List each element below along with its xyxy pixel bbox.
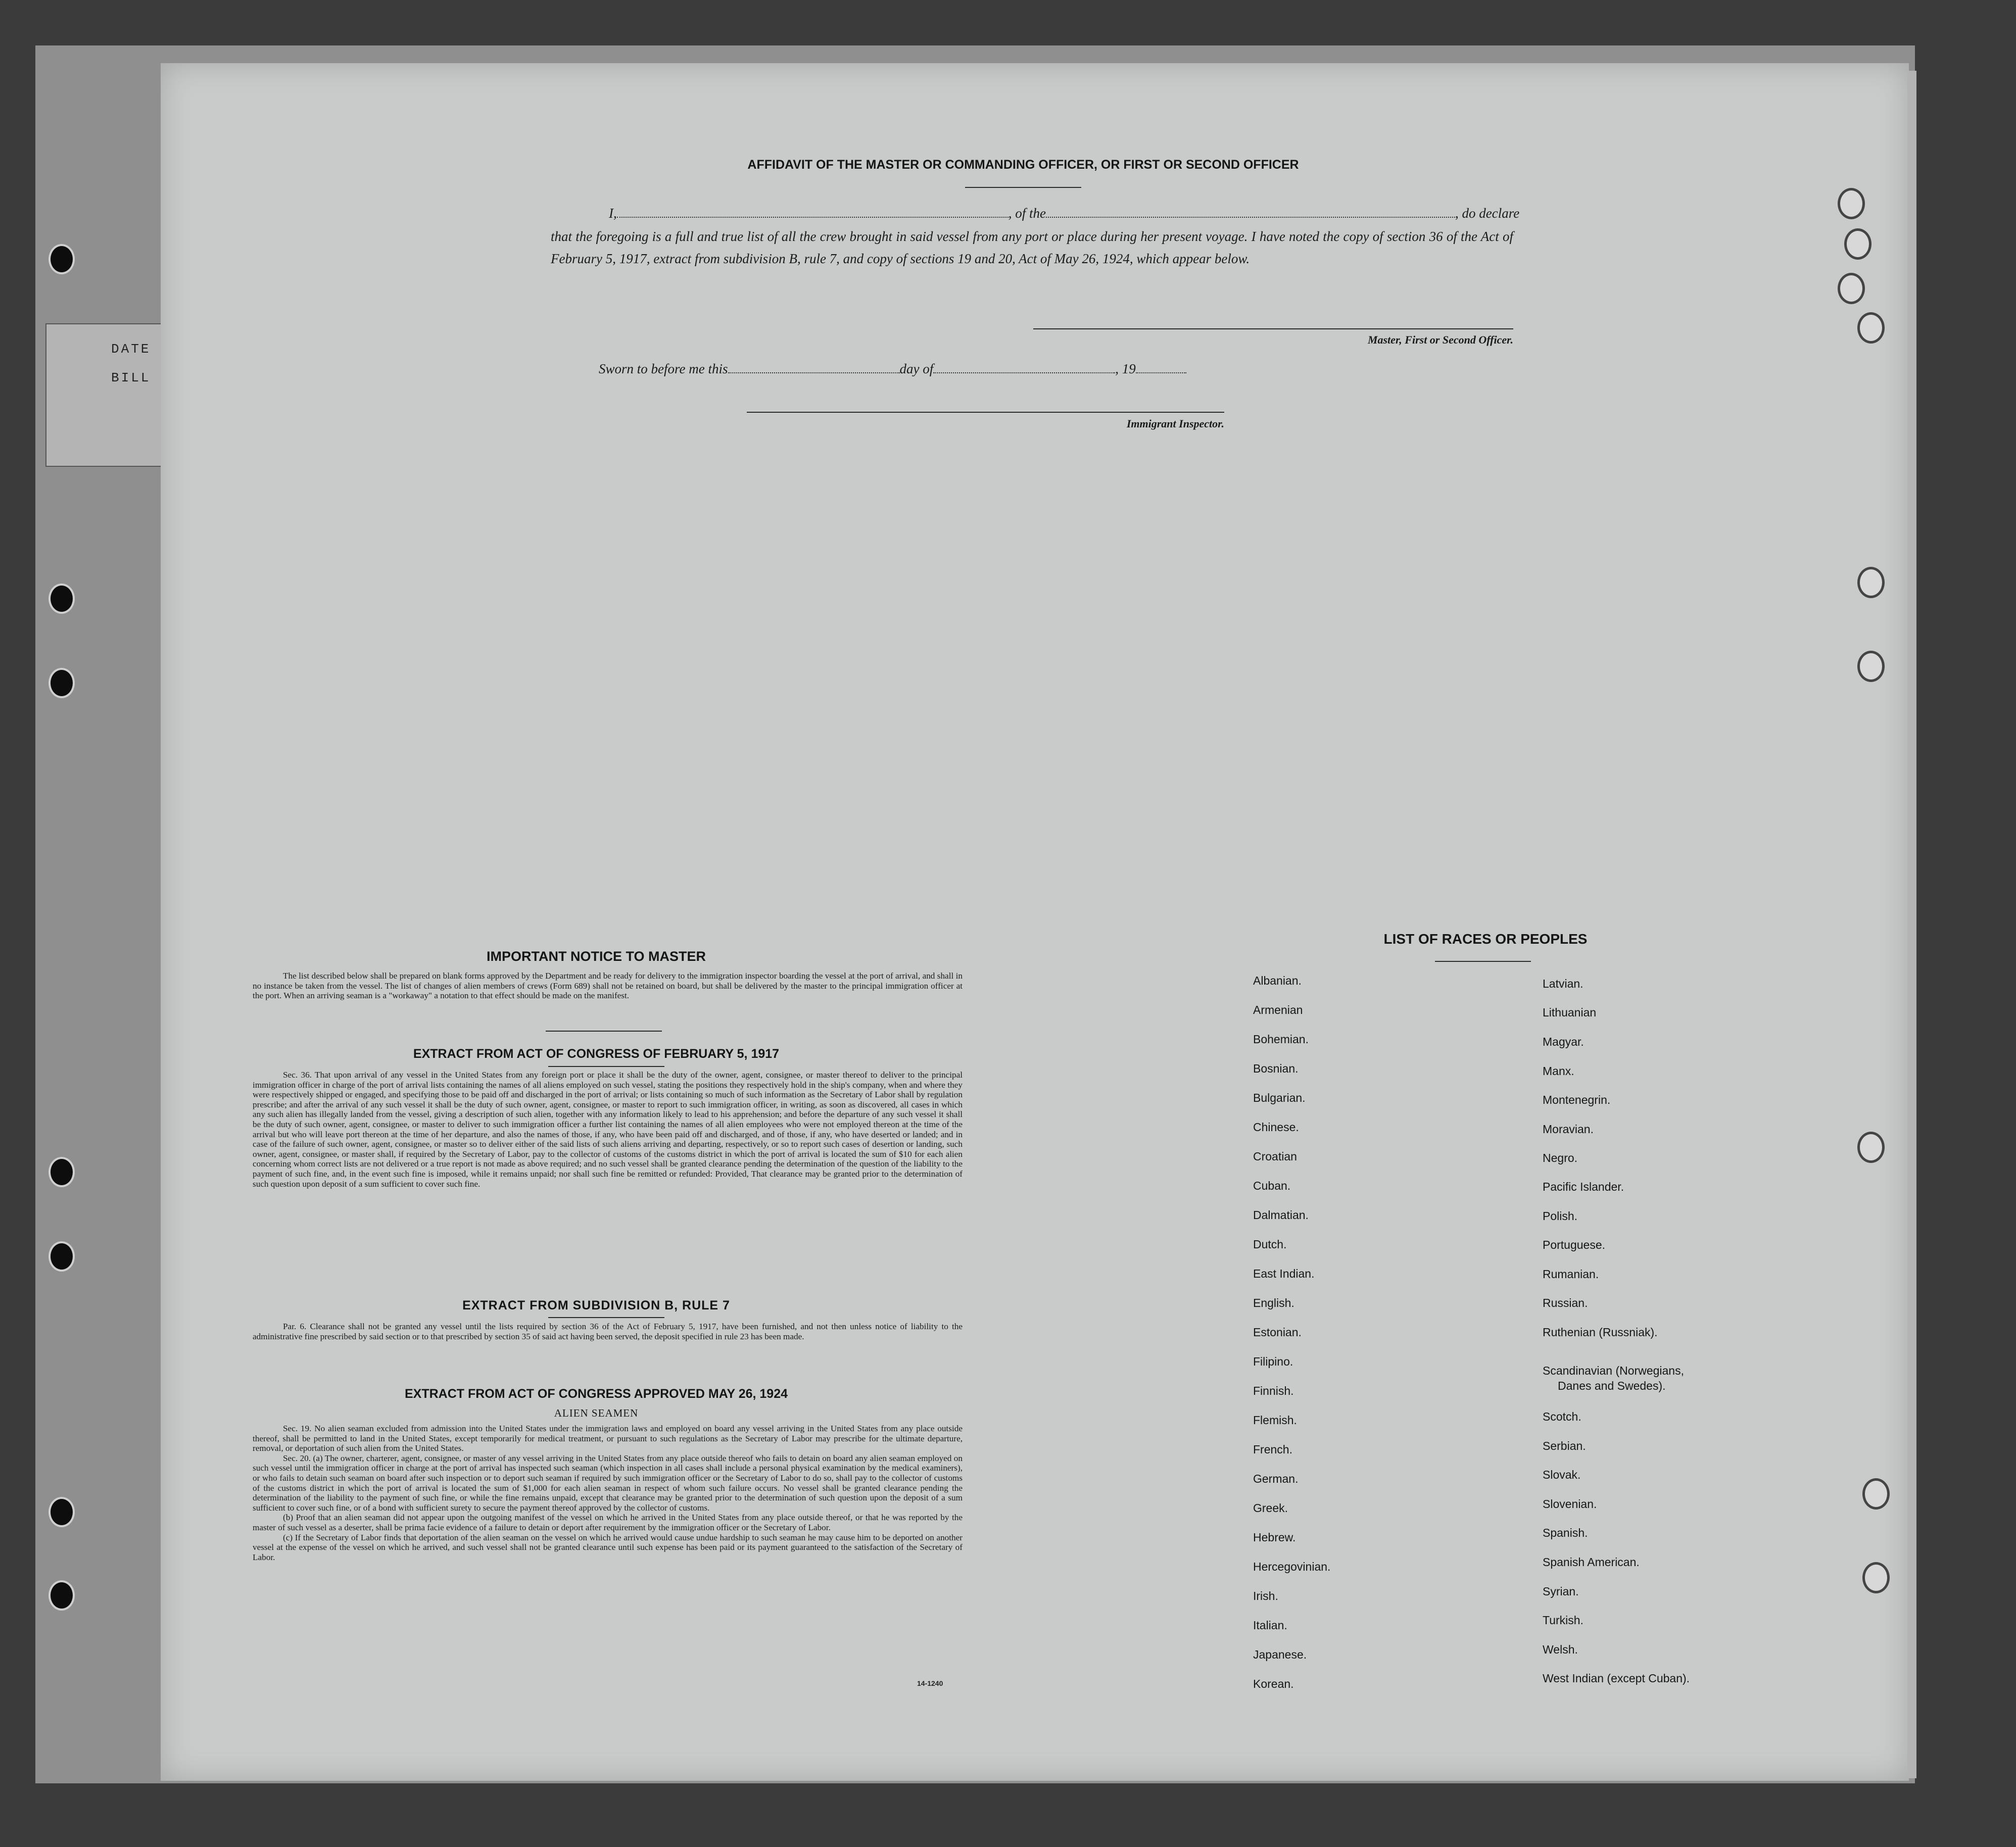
inspector-signature-line [747,412,1224,413]
signature-label: Master, First or Second Officer. [1367,333,1513,346]
race-item: Portuguese. [1543,1238,1606,1251]
sworn-line [599,358,1186,380]
rule7-title: EXTRACT FROM SUBDIVISION B, RULE 7 [462,1298,730,1313]
race-item: German. [1253,1472,1299,1485]
sworn-month-blank [933,372,1115,373]
race-item: Chinese. [1253,1121,1299,1134]
affidavit-of-the-label: , of the [1008,206,1046,221]
sec19-text: Sec. 19. No alien seaman excluded from admission into the United States under the immigration laws and employed on board any vessel arriving in the United States from any place outside thereof, shall be permitted to land in the United States, except temporarily for medical treatment, or pursuant to such regulations as the Secretary of Labor may prescribe for the ultimate departure, removal, or deportation of such alien from the United States. [253,1424,963,1453]
binder-hole-icon [49,1580,75,1611]
affidavit-i-label: I, [609,206,617,221]
affidavit-declare-label: , do declare [1455,206,1520,221]
race-item: Japanese. [1253,1648,1307,1661]
race-item: Filipino. [1253,1355,1293,1368]
race-item: Irish. [1253,1589,1278,1602]
race-item: Dalmatian. [1253,1208,1309,1222]
side-tab-bill: BILL [111,370,151,385]
race-item: Welsh. [1543,1643,1578,1656]
binder-hole-icon [1838,188,1865,219]
race-item: Bulgarian. [1253,1091,1306,1104]
sworn-year-label: , 19 [1115,361,1136,376]
divider [546,1031,662,1032]
alien-seamen-subtitle: ALIEN SEAMEN [554,1407,639,1419]
sec20c-text: (c) If the Secretary of Labor finds that deportation of the alien seaman on the vessel on which he arrived would cause undue hardship to such seaman he may cause him to be deported on another vessel at the expense of the vessel on which he arrived, and such vessel shall not be granted clearance until such expense has been paid or its payment guaranteed to the satisfaction of the Secretary of Labor. [253,1532,963,1562]
race-item: Negro. [1543,1151,1578,1164]
race-item: Rumanian. [1543,1268,1599,1281]
race-item: Spanish. [1543,1526,1588,1539]
race-item: Cuban. [1253,1179,1291,1192]
sworn-day-label: day of [899,361,934,376]
race-item: Scotch. [1543,1410,1581,1423]
race-item: Slovenian. [1543,1497,1597,1511]
notice-text: The list described below shall be prepared on blank forms approved by the Department and be ready for delivery to the immigration inspector boarding the vessel at the port of arrival, and shall in no instance be taken from the vessel. The list of changes of alien members of crews (Form 689) shall not be retained on board, but shall be delivered by the master to the principal immigration officer at the port. When an arriving seaman is a "workaway" a notation to that effect should be made on the manifest. [253,971,963,1001]
extract-1917-text: Sec. 36. That upon arrival of any vessel in the United States from any foreign port or place it shall be the duty of the owner, agent, consignee, or master thereof to deliver to the principal immigration officer in charge of the port of arrival lists containing the names of all aliens employed on such vessel, stating the positions they respectively hold in the ship's company, when and where they were respectively shipped or engaged, and specifying those to be paid off and discharged in the port of arrival; or lists containing so much of such information as the Secretary of Labor shall by regulation prescribe; and after the arrival of any such vessel it shall be the duty of such owner, agent, consignee, or master to report to such immigration officer, in writing, as soon as discovered, all cases in which any such alien has illegally landed from the vessel, giving a description of such alien, together with any information likely to lead to his apprehension; and before the departure of any such vessel it shall be the duty of such owner, agent, consignee, or master to deliver to such immigration officer a further list containing the names of all alien employees who were not employed thereon at the time of the arrival but who will leave port thereon at the time of her departure, and also the names of those, if any, who have been paid off and discharged, and of those, if any, who have deserted or landed; and in case of the failure of such owner, agent, consignee, or master so to deliver either of the said lists of such aliens arriving and departing, respectively, or so to report such cases of desertion or landing, such owner, agent, consignee, or master shall, if required by the Secretary of Labor, pay to the collector of customs of the customs district in which the port of arrival is located the sum of $10 for each alien concerning whom correct lists are not delivered or a true report is not made as above required; and no such vessel shall be granted clearance pending the determination of the question of the liability to the payment of such fine, and, in the event such fine is imposed, while it remains unpaid; nor shall such fine be remitted or refunded: Provided, That clearance may be granted prior to the determination of such question upon deposit of a sum sufficient to cover such fine. [253,1070,963,1189]
race-item: Flemish. [1253,1414,1297,1427]
sec20b-text: (b) Proof that an alien seaman did not appear upon the outgoing manifest of the vessel on which he arrived in the United States from any place outside thereof, or that he was reported by the master of such vessel as a deserter, shall be prima facie evidence of a failure to detain or deport after requirement by the immigration officer or the Secretary of Labor. [253,1513,963,1532]
race-item: Scandinavian (Norwegians, [1543,1364,1684,1377]
race-item: Korean. [1253,1677,1294,1690]
race-item: Syrian. [1543,1585,1579,1598]
binder-hole-icon [49,1157,75,1187]
binder-hole-icon [1844,228,1871,260]
binder-hole-icon [1857,651,1885,682]
binder-hole-icon [49,584,75,614]
binder-hole-icon [1857,567,1885,598]
race-item: Magyar. [1543,1035,1584,1048]
race-item: Bohemian. [1253,1033,1309,1046]
sworn-year-blank [1136,372,1186,373]
divider [1435,961,1531,962]
race-item: Croatian [1253,1150,1297,1163]
race-item: Albanian. [1253,974,1302,987]
race-item: Italian. [1253,1619,1287,1632]
binder-hole-icon [1838,273,1865,304]
race-item: Polish. [1543,1209,1578,1223]
race-item: Moravian. [1543,1123,1594,1136]
sworn-day-blank [728,372,900,373]
binder-hole-icon [49,1497,75,1527]
sworn-label: Sworn to before me this [599,361,728,376]
races-title: LIST OF RACES OR PEOPLES [1383,931,1588,947]
affidavit-body: that the foregoing is a full and true list of all the crew brought in said vessel from any port or place during her present voyage. I have noted the copy of section 36 of the Act of February 5, 1917, extract from subdivision B, rule 7, and copy of sections 19 and 20, Act of May 26, 1924, which appear below. [551,229,1513,266]
binder-hole-icon [1857,1132,1885,1163]
race-item: Hercegovinian. [1253,1560,1331,1573]
binder-hole-icon [1857,312,1885,344]
race-item: French. [1253,1443,1292,1456]
binder-hole-icon [1862,1478,1890,1510]
race-item: Pacific Islander. [1543,1180,1624,1193]
race-item: Finnish. [1253,1384,1294,1397]
signature-line [1033,328,1513,329]
race-item: English. [1253,1296,1294,1309]
inspector-label: Immigrant Inspector. [1126,417,1224,430]
binder-hole-icon [49,1241,75,1272]
sec20a-text: Sec. 20. (a) The owner, charterer, agent, consignee, or master of any vessel arriving in the United States from any place outside thereof who fails to detain on board any alien seaman employed on such vessel until the immigration officer in charge at the port of arrival has inspected such seaman (which inspection in all cases shall include a personal physical examination by the medical examiners), or who fails to detain such seaman on board after such inspection or to deport such seaman if required by such immigration officer or the Secretary of Labor to do so, shall pay to the collector of customs of the customs district in which the port of arrival is located the sum of $1,000 for each alien seaman in respect of whom such failure occurs. No vessel shall be granted clearance pending the determination of the liability to the payment of such fine, or while the fine remains unpaid, except that clearance may be granted prior to the determination of such question upon the deposit of a sum sufficient to cover such fine, or of a bond with sufficient surety to secure the payment thereof approved by the collector of customs. [253,1453,963,1513]
race-item: Ruthenian (Russniak). [1543,1326,1658,1339]
race-item: Dutch. [1253,1238,1287,1251]
race-item: Latvian. [1543,977,1583,990]
page-edge [1907,71,1916,1778]
binder-hole-icon [1862,1562,1890,1593]
race-item: Armenian [1253,1003,1303,1016]
vessel-blank [1046,217,1455,218]
divider [548,1317,664,1318]
form-number: 14-1240 [917,1679,943,1687]
side-tab-date: DATE [111,342,151,357]
race-item: Slovak. [1543,1468,1581,1481]
extract-1924-text [253,1424,963,1562]
race-item: Manx. [1543,1064,1574,1078]
race-item: Serbian. [1543,1439,1586,1452]
divider [965,187,1081,188]
race-item: East Indian. [1253,1267,1315,1280]
race-item: Greek. [1253,1501,1288,1515]
race-item: Russian. [1543,1296,1588,1309]
race-item: Montenegrin. [1543,1093,1611,1106]
extract-1924-title: EXTRACT FROM ACT OF CONGRESS APPROVED MAY 26, 1924 [404,1387,788,1401]
affidavit-declare-line [609,202,1520,224]
race-item: Hebrew. [1253,1531,1296,1544]
notice-title: IMPORTANT NOTICE TO MASTER [487,949,706,964]
binder-hole-icon [49,244,75,274]
binder-hole-icon [49,668,75,698]
race-item: Turkish. [1543,1614,1583,1627]
divider [548,1066,664,1067]
race-item: Bosnian. [1253,1062,1299,1075]
race-item: Spanish American. [1543,1556,1640,1569]
rule7-text: Par. 6. Clearance shall not be granted any vessel until the lists required by section 36 of the Act of February 5, 1917, have been furnished, and not then unless notice of liability to the administrative fine prescribed by said section or to that prescribed by section 35 of said act having been served, the deposit specified in rule 23 has been made. [253,1322,963,1341]
extract-1917-title: EXTRACT FROM ACT OF CONGRESS OF FEBRUARY 5, 1917 [413,1047,780,1061]
name-blank [617,217,1009,218]
race-item: West Indian (except Cuban). [1543,1672,1690,1685]
race-item: Lithuanian [1543,1006,1597,1019]
side-tab [45,323,174,467]
affidavit-title: AFFIDAVIT OF THE MASTER OR COMMANDING OFFICER, OR FIRST OR SECOND OFFICER [747,158,1299,172]
race-item: Estonian. [1253,1326,1302,1339]
race-item: Danes and Swedes). [1558,1379,1666,1392]
